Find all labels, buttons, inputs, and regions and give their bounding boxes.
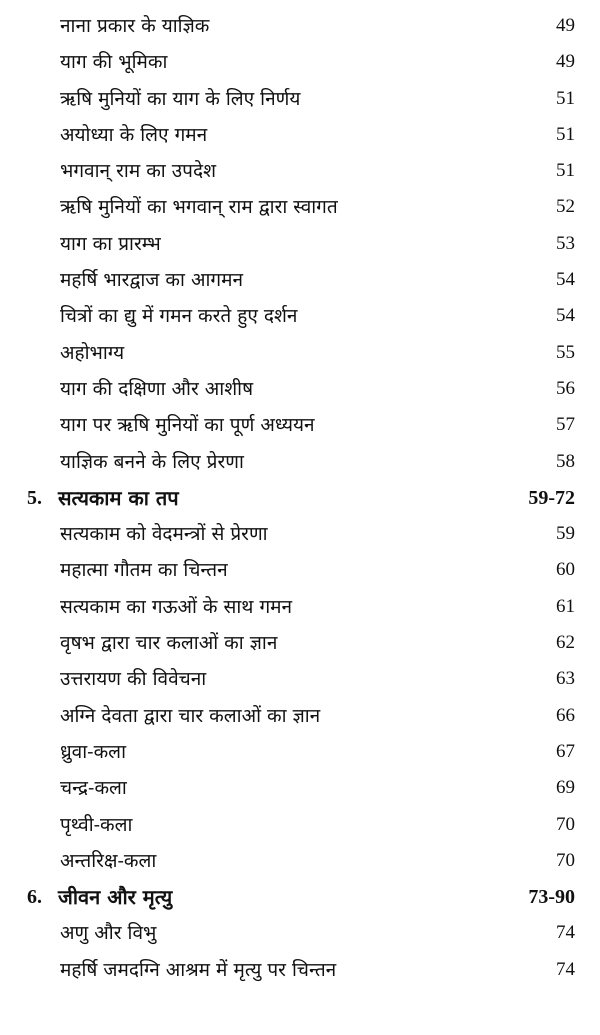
- toc-entry: [0, 226, 600, 262]
- chapter-number: 5.: [27, 486, 42, 509]
- chapter-page-range: 59-72: [528, 486, 575, 509]
- entry-page: 49: [556, 15, 575, 36]
- entry-page: 54: [556, 269, 575, 291]
- toc-entry: [0, 262, 600, 298]
- entry-title: महर्षि भारद्वाज का आगमन: [60, 269, 244, 292]
- entry-title: उत्तरायण की विवेचना: [60, 668, 207, 691]
- table-of-contents: [0, 8, 600, 988]
- entry-page: 69: [556, 777, 575, 799]
- entry-title: महर्षि जमदग्नि आश्रम में मृत्यु पर चिन्तन: [60, 958, 337, 981]
- chapter-title: सत्यकाम का तप: [58, 485, 179, 510]
- toc-entry: [0, 843, 600, 879]
- toc-entry: [0, 552, 600, 588]
- toc-entry: [0, 661, 600, 697]
- entry-page: 70: [556, 849, 575, 871]
- chapter-page-range: 73-90: [528, 886, 575, 909]
- toc-chapter-heading: [0, 879, 600, 915]
- entry-page: 74: [556, 922, 575, 944]
- toc-entry: [0, 81, 600, 117]
- entry-page: 59: [556, 523, 575, 545]
- entry-page: 67: [556, 740, 575, 762]
- entry-page: 51: [556, 160, 575, 182]
- entry-page: 63: [556, 668, 575, 690]
- entry-title: नाना प्रकार के याज्ञिक: [60, 15, 210, 37]
- toc-entry: [0, 153, 600, 189]
- entry-page: 74: [556, 958, 575, 980]
- entry-page: 55: [556, 341, 575, 363]
- entry-page: 70: [556, 813, 575, 835]
- entry-page: 52: [556, 196, 575, 218]
- toc-entry: [0, 44, 600, 80]
- toc-entry: [0, 407, 600, 443]
- entry-page: 49: [556, 51, 575, 73]
- toc-entry: [0, 952, 600, 988]
- entry-title: याग की भूमिका: [60, 51, 168, 74]
- toc-entry: [0, 770, 600, 806]
- toc-entry: [0, 516, 600, 552]
- entry-page: 51: [556, 123, 575, 145]
- toc-entry: [0, 625, 600, 661]
- entry-page: 56: [556, 377, 575, 399]
- entry-title: सत्यकाम का गऊओं के साथ गमन: [60, 595, 293, 618]
- entry-title: याग पर ऋषि मुनियों का पूर्ण अध्ययन: [60, 414, 315, 437]
- entry-page: 62: [556, 632, 575, 654]
- entry-page: 58: [556, 450, 575, 472]
- entry-title: अयोध्या के लिए गमन: [60, 123, 208, 146]
- toc-entry: [0, 734, 600, 770]
- entry-title: ऋषि मुनियों का भगवान् राम द्वारा स्वागत: [60, 196, 338, 219]
- entry-title: ऋषि मुनियों का याग के लिए निर्णय: [60, 87, 301, 110]
- entry-page: 54: [556, 305, 575, 327]
- toc-entry: [0, 807, 600, 843]
- entry-title: अणु और विभु: [60, 922, 157, 945]
- entry-title: महात्मा गौतम का चिन्तन: [60, 559, 228, 582]
- entry-title: सत्यकाम को वेदमन्त्रों से प्रेरणा: [60, 523, 268, 546]
- entry-page: 51: [556, 87, 575, 109]
- entry-title: याज्ञिक बनने के लिए प्रेरणा: [60, 450, 244, 473]
- toc-entry: [0, 117, 600, 153]
- entry-title: भगवान् राम का उपदेश: [60, 160, 216, 183]
- entry-title: याग की दक्षिणा और आशीष: [60, 377, 254, 400]
- chapter-number: 6.: [27, 886, 42, 909]
- entry-page: 66: [556, 704, 575, 726]
- entry-title: वृषभ द्वारा चार कलाओं का ज्ञान: [60, 632, 278, 655]
- entry-page: 61: [556, 595, 575, 617]
- entry-title: ध्रुवा-कला: [60, 740, 126, 763]
- entry-title: अन्तरिक्ष-कला: [60, 849, 157, 872]
- entry-title: अहोभाग्य: [60, 341, 125, 364]
- toc-entry: [0, 589, 600, 625]
- toc-entry: [0, 8, 600, 44]
- entry-title: अग्नि देवता द्वारा चार कलाओं का ज्ञान: [60, 704, 321, 727]
- toc-entry: [0, 915, 600, 951]
- entry-title: याग का प्रारम्भ: [60, 232, 161, 255]
- toc-entry: [0, 189, 600, 225]
- entry-title: चित्रों का द्यु में गमन करते हुए दर्शन: [60, 305, 298, 328]
- entry-title: चन्द्र-कला: [60, 777, 127, 800]
- toc-chapter-heading: [0, 480, 600, 516]
- toc-entry: [0, 335, 600, 371]
- entry-page: 60: [556, 559, 575, 581]
- entry-page: 53: [556, 232, 575, 254]
- toc-entry: [0, 698, 600, 734]
- toc-entry: [0, 371, 600, 407]
- chapter-title: जीवन और मृत्यु: [58, 885, 173, 910]
- entry-page: 57: [556, 414, 575, 436]
- toc-entry: [0, 298, 600, 334]
- entry-title: पृथ्वी-कला: [60, 813, 133, 836]
- toc-entry: [0, 444, 600, 480]
